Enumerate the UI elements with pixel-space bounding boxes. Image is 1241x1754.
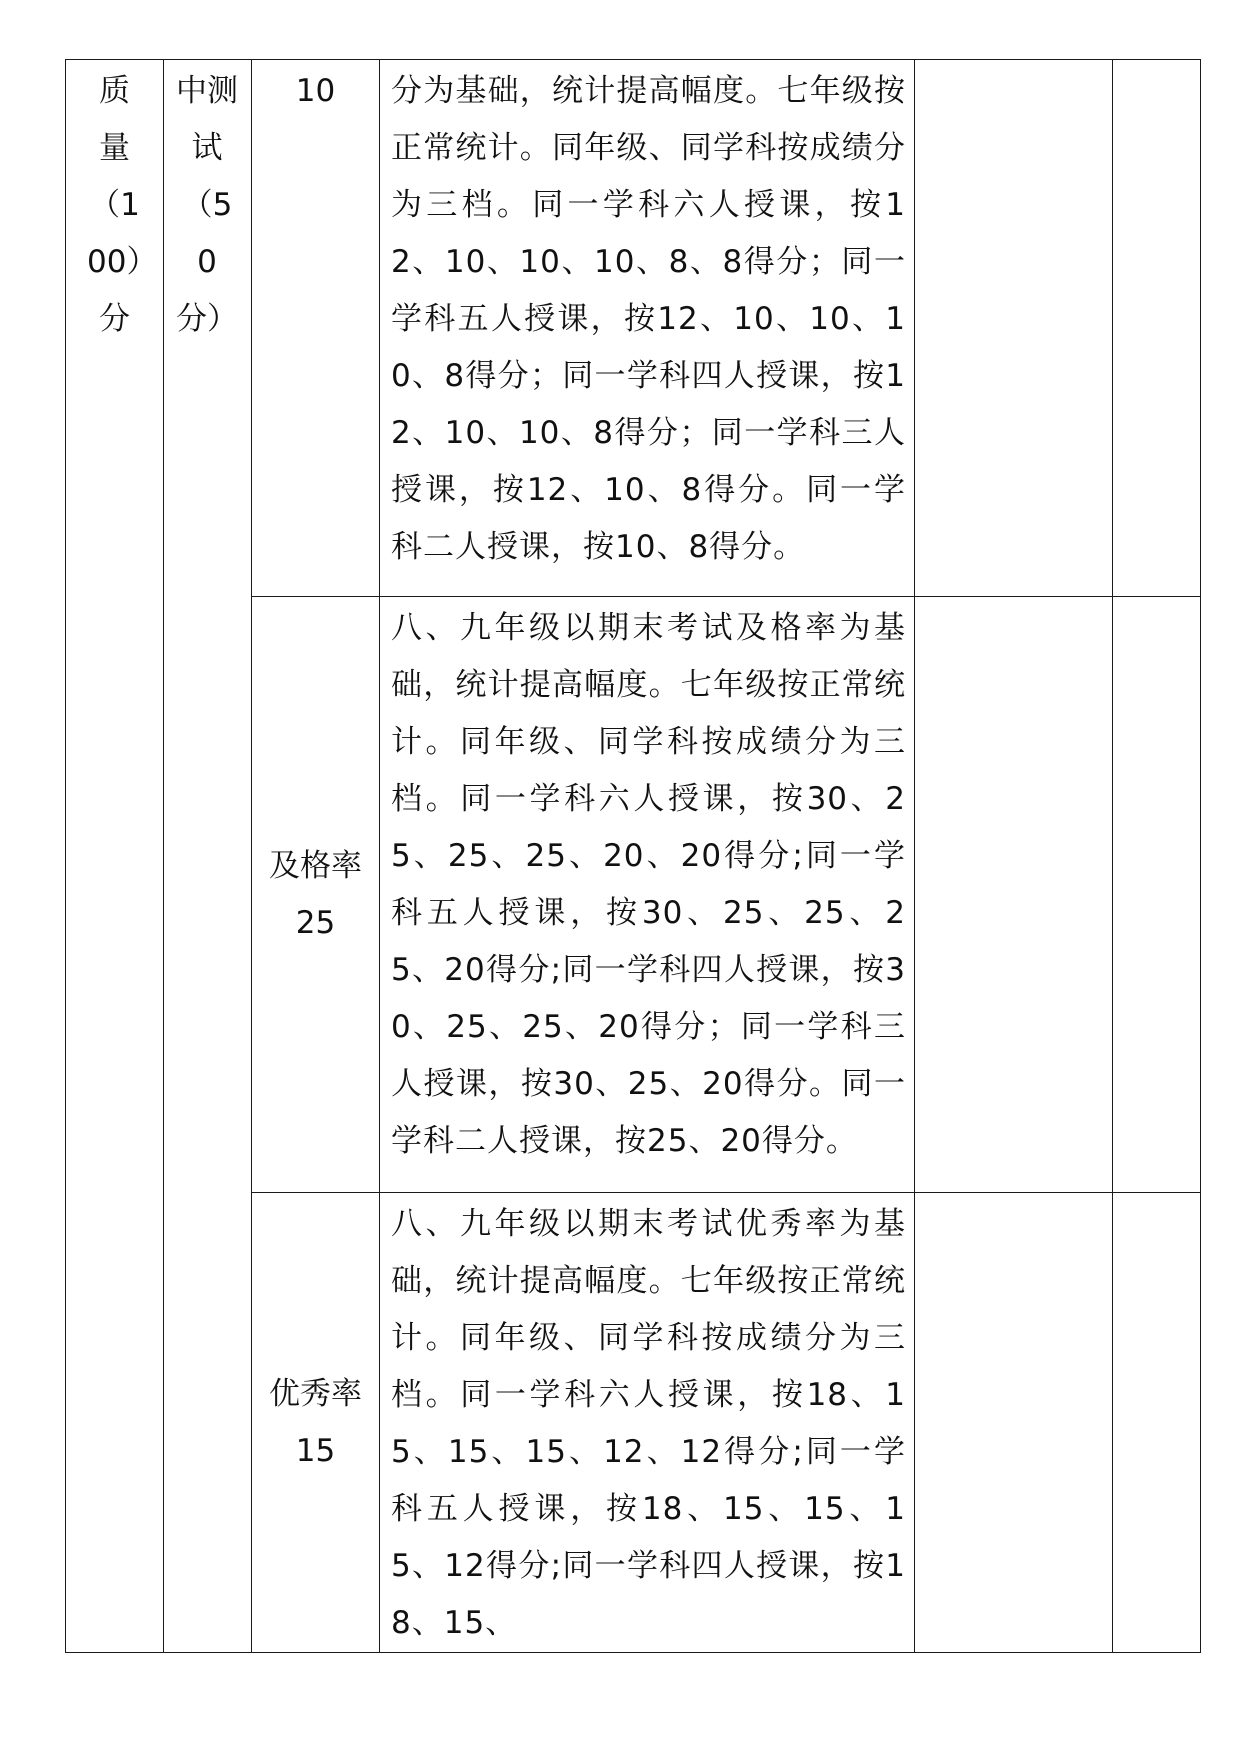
blank-cell bbox=[1113, 60, 1201, 597]
description-cell bbox=[380, 1193, 915, 1653]
scoring-table bbox=[65, 59, 1201, 1653]
blank-cell bbox=[915, 1193, 1113, 1653]
subcategory-label: 中测试（50分） bbox=[176, 73, 238, 337]
blank-cell bbox=[1113, 1193, 1201, 1653]
subcategory-cell bbox=[164, 60, 252, 1653]
table-row bbox=[66, 60, 1201, 597]
description-text: 八、九年级以期末考试优秀率为基础，统计提高幅度。七年级按正常统计。同年级、同学科按成绩分为三档。同一学科六人授课，按18、15、15、15、12、12得分;同一学科五人授课，按18、15、15、15、12得分;同一学科四人授课，按18、15、 bbox=[391, 1206, 906, 1641]
description-cell bbox=[380, 60, 915, 597]
description-cell bbox=[380, 597, 915, 1193]
item-cell bbox=[252, 597, 380, 1193]
category-label: 质量（100）分 bbox=[87, 73, 142, 337]
item-label: 10 bbox=[295, 73, 336, 109]
item-cell bbox=[252, 1193, 380, 1653]
description-text: 分为基础，统计提高幅度。七年级按正常统计。同年级、同学科按成绩分为三档。同一学科六人授课，按12、10、10、10、8、8得分；同一学科五人授课，按12、10、10、10、8得分；同一学科四人授课，按12、10、10、8得分；同一学科三人授课，按12、10、8得分。同一学科二人授课，按10、8得分。 bbox=[391, 73, 906, 565]
blank-cell bbox=[915, 597, 1113, 1193]
description-text: 八、九年级以期末考试及格率为基础，统计提高幅度。七年级按正常统计。同年级、同学科按成绩分为三档。同一学科六人授课，按30、25、25、25、20、20得分;同一学科五人授课，按30、25、25、25、20得分;同一学科四人授课，按30、25、25、20得分；同一学科三人授课，按30、25、20得分。同一学科二人授课，按25、20得分。 bbox=[391, 610, 906, 1159]
item-cell bbox=[252, 60, 380, 597]
blank-cell bbox=[1113, 597, 1201, 1193]
item-label: 优秀率 15 bbox=[269, 1375, 362, 1469]
item-label: 及格率 25 bbox=[269, 847, 362, 941]
category-cell bbox=[66, 60, 164, 1653]
blank-cell bbox=[915, 60, 1113, 597]
